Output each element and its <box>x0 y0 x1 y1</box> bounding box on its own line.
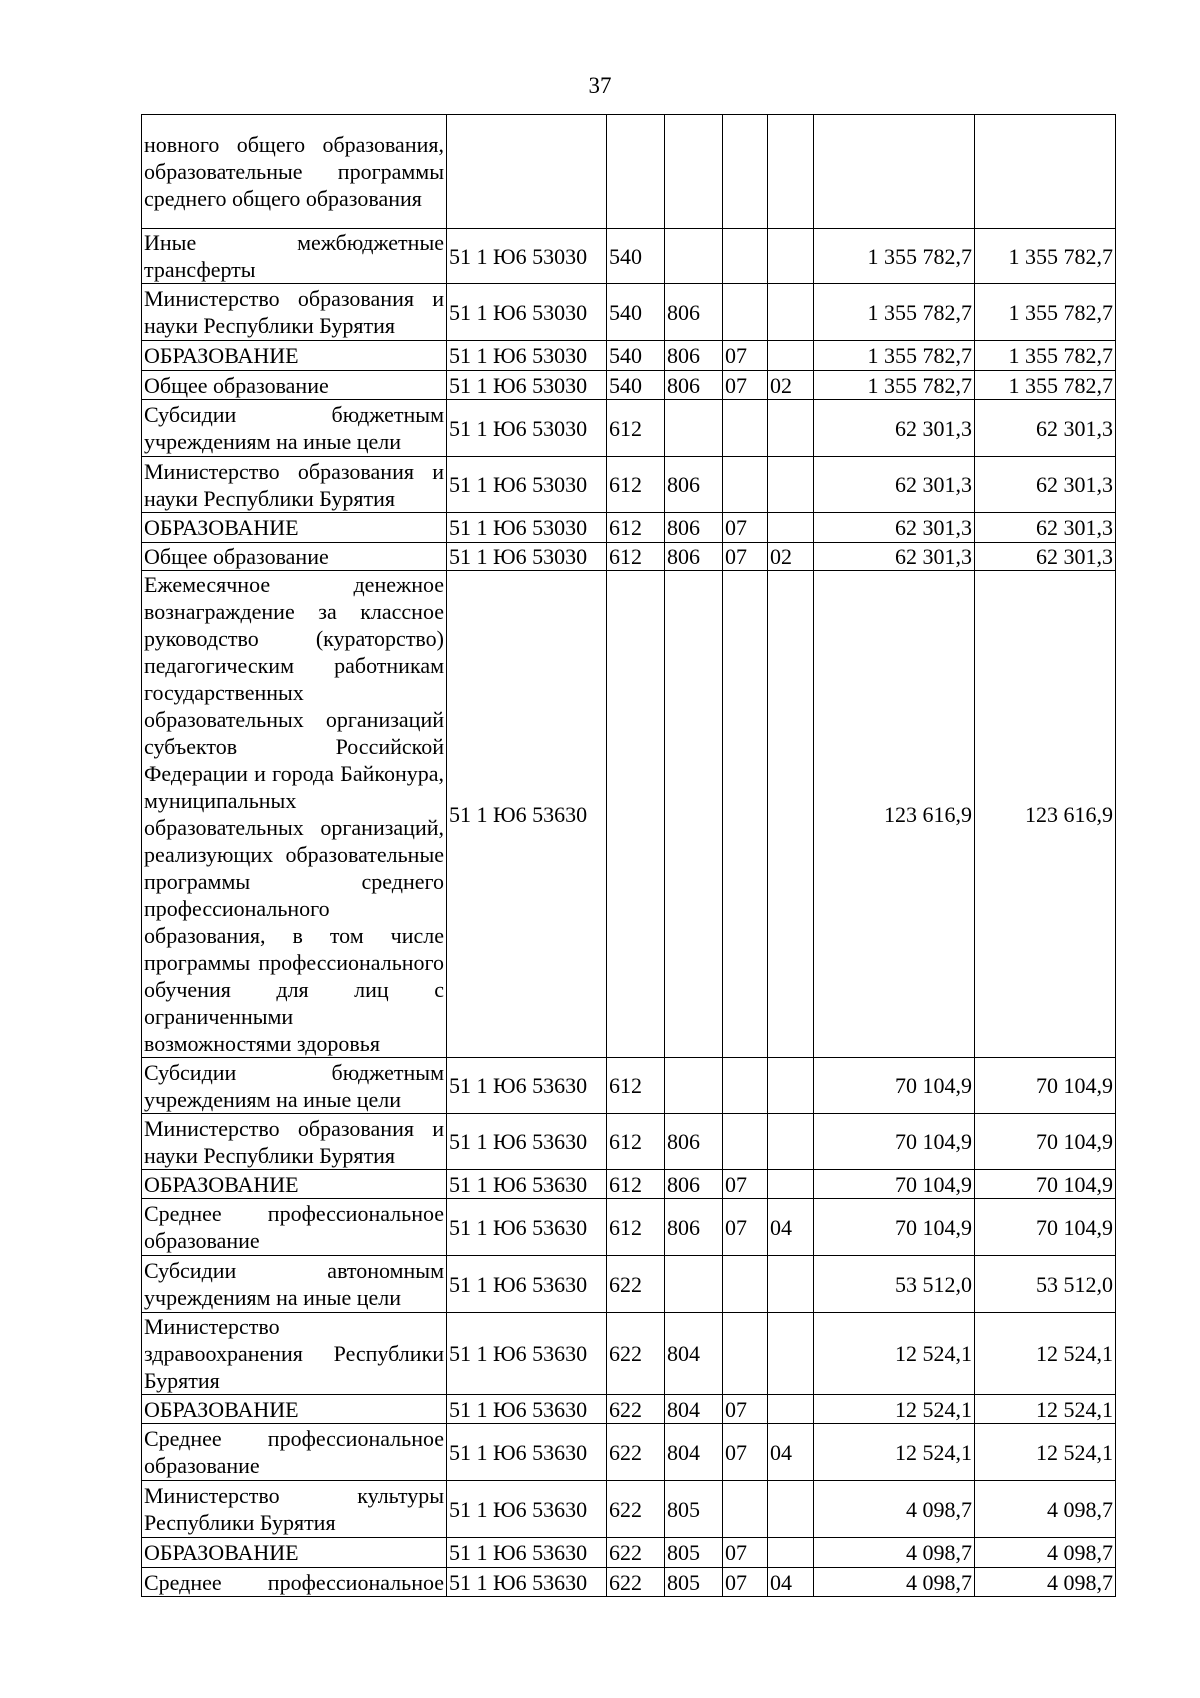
amount-first: 12 524,1 <box>814 1424 975 1481</box>
expense-type <box>607 571 665 1058</box>
amount-first: 123 616,9 <box>814 571 975 1058</box>
target-code: 51 1 Ю6 53630 <box>447 1313 607 1395</box>
expense-type: 612 <box>607 1170 665 1199</box>
subsection-code <box>768 1058 814 1114</box>
expense-type: 612 <box>607 513 665 543</box>
amount-second: 4 098,7 <box>975 1538 1116 1568</box>
table-row <box>142 1199 1116 1256</box>
subsection-code: 02 <box>768 371 814 400</box>
budget-table <box>141 114 1116 1597</box>
expense-type: 540 <box>607 284 665 341</box>
amount-first: 1 355 782,7 <box>814 341 975 371</box>
amount-second: 62 301,3 <box>975 457 1116 513</box>
ministry-code: 805 <box>665 1538 723 1568</box>
row-name: ОБРАЗОВАНИЕ <box>142 1395 447 1424</box>
table-row <box>142 571 1116 1058</box>
expense-type: 622 <box>607 1538 665 1568</box>
section-code: 07 <box>723 543 768 571</box>
section-code <box>723 115 768 229</box>
table-row <box>142 1170 1116 1199</box>
subsection-code: 04 <box>768 1199 814 1256</box>
ministry-code: 804 <box>665 1313 723 1395</box>
expense-type: 612 <box>607 457 665 513</box>
table-row <box>142 1395 1116 1424</box>
amount-first: 1 355 782,7 <box>814 284 975 341</box>
expense-type: 622 <box>607 1568 665 1597</box>
table-body <box>142 115 1116 1597</box>
amount-second: 62 301,3 <box>975 543 1116 571</box>
section-code: 07 <box>723 1568 768 1597</box>
table-row <box>142 457 1116 513</box>
amount-first: 62 301,3 <box>814 400 975 457</box>
expense-type: 612 <box>607 400 665 457</box>
row-name: Министерство образования и науки Республики Бурятия <box>142 1114 447 1170</box>
table-row <box>142 400 1116 457</box>
subsection-code <box>768 400 814 457</box>
table-row <box>142 1114 1116 1170</box>
table-row <box>142 1424 1116 1481</box>
target-code: 51 1 Ю6 53630 <box>447 1058 607 1114</box>
section-code: 07 <box>723 371 768 400</box>
target-code: 51 1 Ю6 53630 <box>447 1114 607 1170</box>
ministry-code: 806 <box>665 1199 723 1256</box>
subsection-code <box>768 1313 814 1395</box>
amount-first: 70 104,9 <box>814 1114 975 1170</box>
table-row <box>142 1481 1116 1538</box>
amount-first <box>814 115 975 229</box>
expense-type: 540 <box>607 341 665 371</box>
ministry-code: 806 <box>665 513 723 543</box>
section-code <box>723 284 768 341</box>
amount-first: 70 104,9 <box>814 1170 975 1199</box>
target-code: 51 1 Ю6 53630 <box>447 1256 607 1313</box>
subsection-code <box>768 1395 814 1424</box>
subsection-code <box>768 284 814 341</box>
table-row <box>142 1256 1116 1313</box>
subsection-code <box>768 457 814 513</box>
table-row <box>142 1058 1116 1114</box>
section-code <box>723 1114 768 1170</box>
target-code: 51 1 Ю6 53630 <box>447 1170 607 1199</box>
table-row <box>142 513 1116 543</box>
section-code <box>723 229 768 284</box>
amount-second <box>975 115 1116 229</box>
ministry-code: 806 <box>665 341 723 371</box>
amount-second: 70 104,9 <box>975 1170 1116 1199</box>
amount-first: 12 524,1 <box>814 1395 975 1424</box>
row-name: Субсидии бюджетным учреждениям на иные цели <box>142 1058 447 1114</box>
target-code: 51 1 Ю6 53030 <box>447 341 607 371</box>
section-code: 07 <box>723 1170 768 1199</box>
amount-second: 4 098,7 <box>975 1481 1116 1538</box>
expense-type: 612 <box>607 1058 665 1114</box>
subsection-code: 04 <box>768 1424 814 1481</box>
row-name: ОБРАЗОВАНИЕ <box>142 341 447 371</box>
table-row <box>142 1313 1116 1395</box>
amount-first: 1 355 782,7 <box>814 229 975 284</box>
amount-first: 1 355 782,7 <box>814 371 975 400</box>
section-code <box>723 571 768 1058</box>
row-name: Субсидии бюджетным учреждениям на иные цели <box>142 400 447 457</box>
subsection-code <box>768 1114 814 1170</box>
table-row <box>142 1538 1116 1568</box>
row-name: Министерство культуры Республики Бурятия <box>142 1481 447 1538</box>
target-code: 51 1 Ю6 53030 <box>447 371 607 400</box>
expense-type: 622 <box>607 1256 665 1313</box>
expense-type: 612 <box>607 543 665 571</box>
amount-second: 70 104,9 <box>975 1199 1116 1256</box>
row-name: ОБРАЗОВАНИЕ <box>142 513 447 543</box>
target-code: 51 1 Ю6 53030 <box>447 513 607 543</box>
amount-second: 12 524,1 <box>975 1313 1116 1395</box>
table-row <box>142 284 1116 341</box>
ministry-code <box>665 229 723 284</box>
table-row <box>142 341 1116 371</box>
amount-second: 62 301,3 <box>975 400 1116 457</box>
row-name: Иные межбюджетные трансферты <box>142 229 447 284</box>
expense-type: 540 <box>607 371 665 400</box>
target-code: 51 1 Ю6 53630 <box>447 1424 607 1481</box>
row-name: Общее образование <box>142 543 447 571</box>
expense-type: 622 <box>607 1313 665 1395</box>
amount-first: 62 301,3 <box>814 457 975 513</box>
table-row <box>142 1568 1116 1597</box>
table-row <box>142 115 1116 229</box>
subsection-code <box>768 1256 814 1313</box>
target-code: 51 1 Ю6 53030 <box>447 400 607 457</box>
ministry-code <box>665 1058 723 1114</box>
row-name: ОБРАЗОВАНИЕ <box>142 1170 447 1199</box>
subsection-code <box>768 341 814 371</box>
section-code: 07 <box>723 1199 768 1256</box>
target-code: 51 1 Ю6 53630 <box>447 1538 607 1568</box>
row-name: новного общего образования, образовательные программы среднего общего образования <box>142 115 447 229</box>
ministry-code <box>665 571 723 1058</box>
ministry-code: 806 <box>665 284 723 341</box>
amount-second: 1 355 782,7 <box>975 284 1116 341</box>
table-row <box>142 371 1116 400</box>
subsection-code <box>768 115 814 229</box>
ministry-code: 805 <box>665 1568 723 1597</box>
ministry-code <box>665 400 723 457</box>
row-name: Министерство образования и науки Республики Бурятия <box>142 457 447 513</box>
target-code: 51 1 Ю6 53630 <box>447 1199 607 1256</box>
expense-type: 622 <box>607 1481 665 1538</box>
section-code <box>723 1058 768 1114</box>
subsection-code <box>768 1538 814 1568</box>
amount-second: 12 524,1 <box>975 1395 1116 1424</box>
amount-second: 12 524,1 <box>975 1424 1116 1481</box>
section-code <box>723 457 768 513</box>
amount-first: 53 512,0 <box>814 1256 975 1313</box>
amount-second: 70 104,9 <box>975 1114 1116 1170</box>
ministry-code <box>665 1256 723 1313</box>
amount-first: 62 301,3 <box>814 543 975 571</box>
amount-second: 70 104,9 <box>975 1058 1116 1114</box>
expense-type: 612 <box>607 1114 665 1170</box>
subsection-code <box>768 513 814 543</box>
target-code: 51 1 Ю6 53030 <box>447 284 607 341</box>
amount-second: 123 616,9 <box>975 571 1116 1058</box>
subsection-code <box>768 229 814 284</box>
amount-second: 62 301,3 <box>975 513 1116 543</box>
row-name: Министерство здравоохранения Республики Бурятия <box>142 1313 447 1395</box>
amount-first: 4 098,7 <box>814 1568 975 1597</box>
target-code: 51 1 Ю6 53630 <box>447 571 607 1058</box>
subsection-code: 04 <box>768 1568 814 1597</box>
amount-second: 53 512,0 <box>975 1256 1116 1313</box>
target-code: 51 1 Ю6 53030 <box>447 229 607 284</box>
section-code <box>723 1481 768 1538</box>
amount-first: 70 104,9 <box>814 1058 975 1114</box>
row-name: Субсидии автономным учреждениям на иные цели <box>142 1256 447 1313</box>
section-code: 07 <box>723 1395 768 1424</box>
target-code <box>447 115 607 229</box>
target-code: 51 1 Ю6 53030 <box>447 457 607 513</box>
section-code: 07 <box>723 1424 768 1481</box>
amount-first: 4 098,7 <box>814 1481 975 1538</box>
table-row <box>142 229 1116 284</box>
target-code: 51 1 Ю6 53630 <box>447 1481 607 1538</box>
ministry-code: 806 <box>665 543 723 571</box>
section-code <box>723 400 768 457</box>
subsection-code <box>768 1481 814 1538</box>
amount-second: 1 355 782,7 <box>975 371 1116 400</box>
row-name: ОБРАЗОВАНИЕ <box>142 1538 447 1568</box>
section-code <box>723 1313 768 1395</box>
target-code: 51 1 Ю6 53630 <box>447 1568 607 1597</box>
ministry-code: 805 <box>665 1481 723 1538</box>
amount-first: 70 104,9 <box>814 1199 975 1256</box>
row-name: Министерство образования и науки Республики Бурятия <box>142 284 447 341</box>
subsection-code: 02 <box>768 543 814 571</box>
subsection-code <box>768 571 814 1058</box>
expense-type: 622 <box>607 1424 665 1481</box>
section-code: 07 <box>723 1538 768 1568</box>
row-name: Среднее профессиональное образование <box>142 1199 447 1256</box>
amount-first: 62 301,3 <box>814 513 975 543</box>
ministry-code <box>665 115 723 229</box>
ministry-code: 804 <box>665 1395 723 1424</box>
expense-type: 540 <box>607 229 665 284</box>
ministry-code: 806 <box>665 371 723 400</box>
section-code <box>723 1256 768 1313</box>
target-code: 51 1 Ю6 53030 <box>447 543 607 571</box>
row-name: Ежемесячное денежное вознаграждение за классное руководство (кураторство) педагогическим работникам государственных образовательных организаций субъектов Российской Федерации и города Байконура, муниципальных образовательных организаций, реализующих образовательные программы среднего профессионального образования, в том числе программы профессионального обучения для лиц с ограниченными возможностями здоровья <box>142 571 447 1058</box>
amount-first: 12 524,1 <box>814 1313 975 1395</box>
amount-second: 1 355 782,7 <box>975 229 1116 284</box>
expense-type <box>607 115 665 229</box>
ministry-code: 806 <box>665 1170 723 1199</box>
amount-second: 4 098,7 <box>975 1568 1116 1597</box>
subsection-code <box>768 1170 814 1199</box>
ministry-code: 804 <box>665 1424 723 1481</box>
expense-type: 622 <box>607 1395 665 1424</box>
row-name: Общее образование <box>142 371 447 400</box>
amount-second: 1 355 782,7 <box>975 341 1116 371</box>
table-row <box>142 543 1116 571</box>
amount-first: 4 098,7 <box>814 1538 975 1568</box>
section-code: 07 <box>723 341 768 371</box>
ministry-code: 806 <box>665 1114 723 1170</box>
target-code: 51 1 Ю6 53630 <box>447 1395 607 1424</box>
page-number: 37 <box>588 73 612 98</box>
section-code: 07 <box>723 513 768 543</box>
expense-type: 612 <box>607 1199 665 1256</box>
row-name: Среднее профессиональное образование <box>142 1424 447 1481</box>
row-name: Среднее профессиональное <box>142 1568 447 1597</box>
ministry-code: 806 <box>665 457 723 513</box>
